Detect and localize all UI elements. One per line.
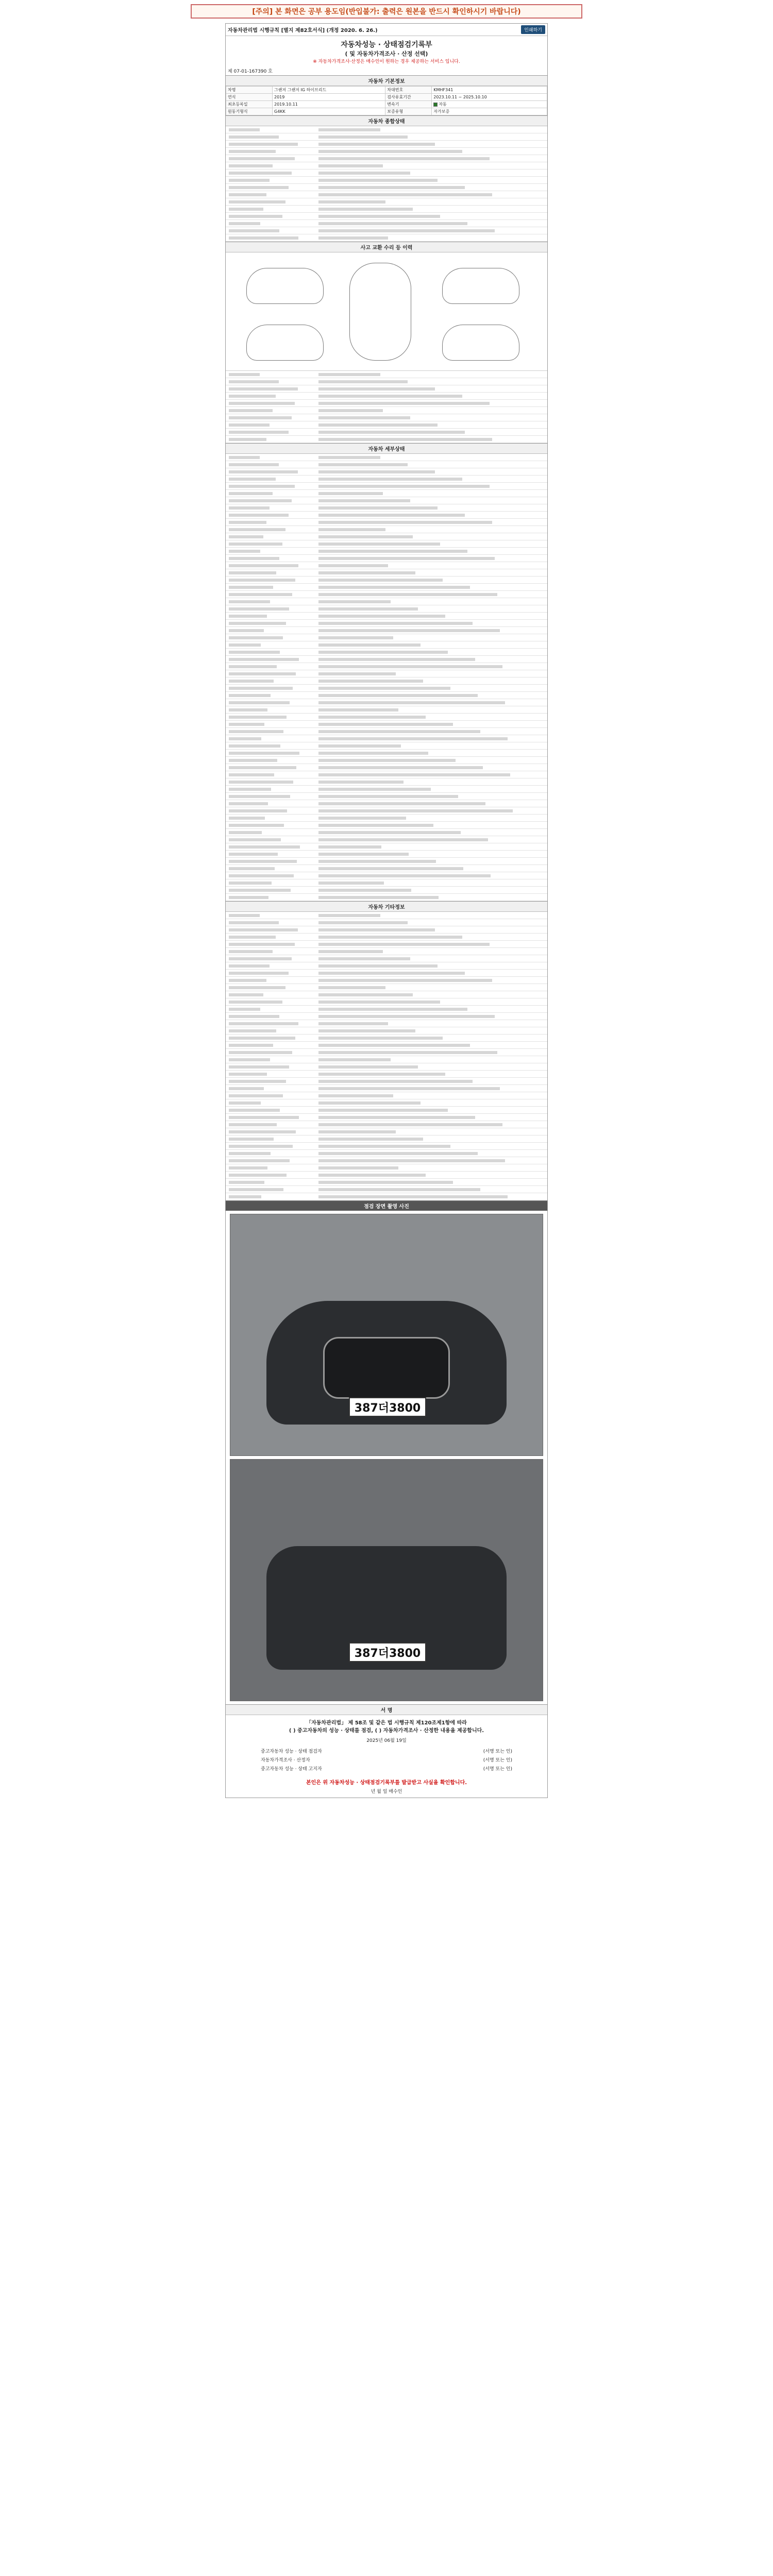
text-line [226, 692, 547, 699]
text-line [226, 1013, 547, 1020]
text-line [226, 429, 547, 436]
text-line [226, 141, 547, 148]
footer-row-label: 자동차가격조사 · 산정자 [261, 1758, 310, 1763]
cell: KMHF341 [432, 87, 547, 94]
text-line [226, 1172, 547, 1179]
print-button[interactable]: 인쇄하기 [521, 25, 545, 34]
cell: 변속기 [385, 101, 432, 108]
basic-info-table [226, 86, 547, 115]
text-line [226, 1035, 547, 1042]
text-line [226, 605, 547, 613]
text-line [226, 155, 547, 162]
text-line [226, 504, 547, 512]
text-line [226, 519, 547, 526]
footer-line-2: ( ) 중고자동차의 성능 · 상태를 점검, ( ) 자동차가격조사 · 산정한 내용을 제공합니다. [289, 1728, 484, 1734]
text-line [226, 483, 547, 490]
accident-diagram-section [226, 242, 547, 443]
footer-row-label: 중고자동차 성능 · 상태 점검자 [261, 1749, 322, 1754]
footer-row-sign: (서명 또는 인) [483, 1758, 512, 1763]
text-line [226, 685, 547, 692]
text-line [226, 865, 547, 872]
text-line [226, 998, 547, 1006]
text-line [226, 569, 547, 577]
text-line [226, 778, 547, 786]
text-line [226, 1071, 547, 1078]
text-line [226, 133, 547, 141]
accident-diagram-heading: 사고 교환 수리 등 이력 [226, 242, 547, 252]
cell-value: 자동 [439, 102, 447, 107]
table-row [226, 108, 547, 115]
inspection-record-document [225, 23, 548, 1798]
text-line [226, 750, 547, 757]
text-line [226, 663, 547, 670]
detail-status-section [226, 443, 547, 901]
car-top-view [349, 263, 411, 361]
rear-license-plate: 387더3800 [349, 1642, 426, 1662]
text-line [226, 184, 547, 191]
text-line [226, 757, 547, 764]
text-line [226, 728, 547, 735]
table-row [226, 101, 547, 108]
basic-info-section [226, 75, 547, 115]
cell: 보증유형 [385, 108, 432, 115]
text-line [226, 962, 547, 970]
text-line [226, 836, 547, 843]
detail-status-heading: 자동차 세부상태 [226, 444, 547, 454]
text-line [226, 414, 547, 421]
overall-status-rows [226, 126, 547, 242]
text-line [226, 984, 547, 991]
text-line [226, 407, 547, 414]
text-line [226, 562, 547, 569]
text-line [226, 764, 547, 771]
signature-heading: 서 명 [226, 1705, 547, 1715]
text-line [226, 526, 547, 533]
text-line [226, 941, 547, 948]
text-line [226, 512, 547, 519]
text-line [226, 1150, 547, 1157]
text-line [226, 1193, 547, 1200]
text-line [226, 955, 547, 962]
text-line [226, 1107, 547, 1114]
footer-row [230, 1764, 543, 1773]
text-line [226, 400, 547, 407]
text-line [226, 177, 547, 184]
text-line [226, 1063, 547, 1071]
footer-row-sign: (서명 또는 인) [483, 1749, 512, 1754]
text-line [226, 1027, 547, 1035]
text-line [226, 879, 547, 887]
text-line [226, 1143, 547, 1150]
text-line [226, 829, 547, 836]
car-rear-view [442, 325, 519, 361]
text-line [226, 227, 547, 234]
front-photo [230, 1214, 543, 1456]
car-diagram [226, 252, 547, 371]
text-line [226, 1020, 547, 1027]
cell: 자가보증 [432, 108, 547, 115]
text-line [226, 533, 547, 540]
text-line [226, 858, 547, 865]
text-line [226, 1049, 547, 1056]
text-line [226, 378, 547, 385]
footer-block [226, 1715, 547, 1798]
footer-row [230, 1747, 543, 1755]
title-block [226, 36, 547, 66]
text-line [226, 634, 547, 641]
text-line [226, 191, 547, 198]
text-line [226, 977, 547, 984]
text-line [226, 598, 547, 605]
rear-photo [230, 1459, 543, 1701]
text-line [226, 800, 547, 807]
diagram-detail-rows [226, 371, 547, 443]
text-line [226, 970, 547, 977]
footer-date: 2025년 06월 19일 [366, 1738, 407, 1743]
text-line [226, 706, 547, 714]
text-line [226, 454, 547, 461]
footer-row-label: 중고자동차 성능 · 상태 고지자 [261, 1767, 322, 1772]
other-info-section [226, 901, 547, 1200]
text-line [226, 1042, 547, 1049]
signature-section [226, 1704, 547, 1798]
text-line [226, 714, 547, 721]
text-line [226, 894, 547, 901]
footer-receive: 년 월 일 매수인 [371, 1789, 402, 1794]
footer-row [230, 1755, 543, 1764]
text-line [226, 793, 547, 800]
overall-status-section [226, 115, 547, 242]
text-line [226, 627, 547, 634]
text-line [226, 1128, 547, 1136]
cell: 차대번호 [385, 87, 432, 94]
cell: 차명 [226, 87, 273, 94]
cell: 최초등록일 [226, 101, 273, 108]
text-line [226, 699, 547, 706]
other-info-heading: 자동차 기타정보 [226, 902, 547, 912]
footer-confirm: 본인은 위 자동차성능 · 상태점검기록부를 발급받고 사실을 확인합니다. [306, 1780, 467, 1786]
document-title: 자동차성능 · 상태점검기록부 [341, 41, 432, 49]
text-line [226, 843, 547, 851]
text-line [226, 1157, 547, 1164]
text-line [226, 577, 547, 584]
cell: 검사유효기간 [385, 94, 432, 101]
text-line [226, 126, 547, 133]
text-line [226, 148, 547, 155]
text-line [226, 584, 547, 591]
text-line [226, 1164, 547, 1172]
cell: 원동기형식 [226, 108, 273, 115]
overall-status-heading: 자동차 종합상태 [226, 116, 547, 126]
text-line [226, 912, 547, 919]
photo-section [226, 1200, 547, 1701]
cell: 2019.10.11 [273, 101, 385, 108]
text-line [226, 934, 547, 941]
text-line [226, 926, 547, 934]
text-line [226, 1006, 547, 1013]
text-line [226, 461, 547, 468]
text-line [226, 385, 547, 393]
text-line [226, 591, 547, 598]
cell: 그랜저 그랜저 IG 하이브리드 [273, 87, 385, 94]
text-line [226, 198, 547, 206]
text-line [226, 1092, 547, 1099]
car-side-right [442, 268, 519, 304]
text-line [226, 170, 547, 177]
text-line [226, 620, 547, 627]
document-subtitle: ( 및 자동차가격조사 · 산정 선택) [345, 50, 428, 57]
text-line [226, 656, 547, 663]
text-line [226, 919, 547, 926]
document-topbar [226, 24, 547, 36]
text-line [226, 1179, 547, 1186]
text-line [226, 206, 547, 213]
text-line [226, 613, 547, 620]
text-line [226, 991, 547, 998]
front-license-plate: 387더3800 [349, 1397, 426, 1417]
text-line [226, 872, 547, 879]
car-front-view [246, 325, 324, 361]
text-line [226, 1186, 547, 1193]
cell: 2023.10.11 ~ 2025.10.10 [432, 94, 547, 101]
checkbox-icon [433, 103, 438, 107]
text-line [226, 234, 547, 242]
text-line [226, 468, 547, 476]
text-line [226, 1114, 547, 1121]
text-line [226, 1136, 547, 1143]
cell [432, 101, 547, 108]
text-line [226, 948, 547, 955]
warning-notice: [주의] 본 화면은 공부 용도임(반입불가: 출력은 원본을 반드시 확인하시기 바랍니다) [191, 4, 582, 19]
car-grille-shape [323, 1337, 450, 1399]
car-side-left [246, 268, 324, 304]
photo-heading: 점검 장면 촬영 사진 [226, 1201, 547, 1211]
document-note: ※ 자동차가격조사·산정은 매수인이 원하는 경우 제공하는 서비스 입니다. [313, 59, 460, 64]
text-line [226, 555, 547, 562]
footer-row-sign: (서명 또는 인) [483, 1767, 512, 1772]
text-line [226, 476, 547, 483]
text-line [226, 851, 547, 858]
text-line [226, 1099, 547, 1107]
text-line [226, 497, 547, 504]
text-line [226, 548, 547, 555]
text-line [226, 1078, 547, 1085]
text-line [226, 1056, 547, 1063]
text-line [226, 393, 547, 400]
text-line [226, 490, 547, 497]
text-line [226, 421, 547, 429]
text-line [226, 213, 547, 220]
basic-info-heading: 자동차 기본정보 [226, 76, 547, 86]
document-form-title: 자동차관리법 시행규칙 [별지 제82호서식] (개정 2020. 6. 26.) [228, 28, 378, 33]
detail-status-rows [226, 454, 547, 901]
text-line [226, 822, 547, 829]
table-row [226, 94, 547, 101]
text-line [226, 540, 547, 548]
text-line [226, 220, 547, 227]
text-line [226, 1085, 547, 1092]
text-line [226, 162, 547, 170]
text-line [226, 815, 547, 822]
cell: 연식 [226, 94, 273, 101]
text-line [226, 771, 547, 778]
text-line [226, 649, 547, 656]
text-line [226, 721, 547, 728]
text-line [226, 735, 547, 742]
text-line [226, 670, 547, 677]
text-line [226, 436, 547, 443]
text-line [226, 371, 547, 378]
text-line [226, 677, 547, 685]
footer-line-1: 「자동차관리법」 제 58조 및 같은 법 시행규칙 제120조제1항에 따라 [306, 1720, 467, 1726]
other-info-rows [226, 912, 547, 1200]
text-line [226, 1121, 547, 1128]
text-line [226, 786, 547, 793]
text-line [226, 742, 547, 750]
text-line [226, 641, 547, 649]
table-row [226, 87, 547, 94]
cell: G4KK [273, 108, 385, 115]
cell: 2019 [273, 94, 385, 101]
text-line [226, 807, 547, 815]
document-number: 제 07-01-167390 호 [228, 69, 273, 74]
text-line [226, 887, 547, 894]
